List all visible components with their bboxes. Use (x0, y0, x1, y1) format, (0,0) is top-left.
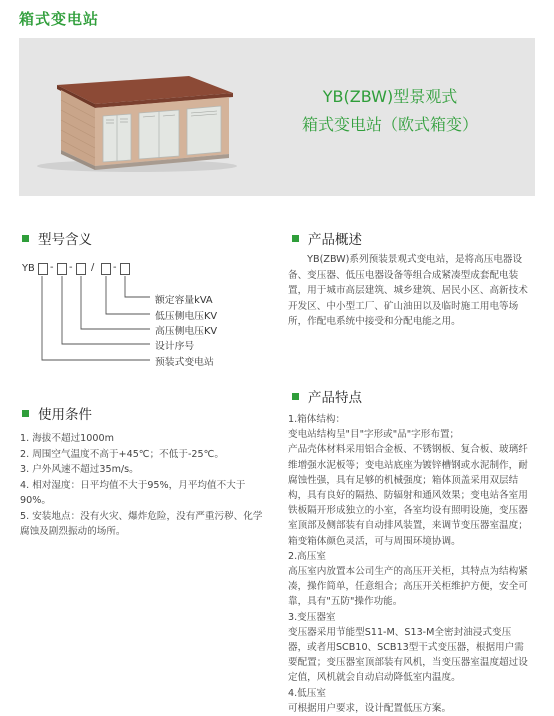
model-label-low-voltage: 低压侧电压KV (155, 311, 218, 322)
section-conditions-title: 使用条件 (38, 407, 92, 423)
features-text: 1.箱体结构： 变电站结构呈"目"字形或"品"字形布置； 产品壳体材料采用铝合金板、不锈钢板、复合板、玻璃纤 维增强水泥板等；变电站底座为镀锌槽钢或水泥制作，耐 腐蚀性强，具有足够的机械强度；箱体顶盖采用双层结 构，具有良好的隔热、防辐射和通风效果；变电站各室用 铁板隔开形成独立的小室，各室均设有照明设施，变压器 室顶部及侧部装有自动排风装置，来调节变压器室温度； 箱变箱体颜色灵活，可与周围环境协调。 2.高压室 高压室内放置本公司生产的高压开关柜，其特点为结构紧 凑，操作简单，任意组合；高压开关柜维护方便，安全可 靠，具有"五防"操作功能。 3.变压器室 变压器采用节能型S11-M、S13-M全密封油浸式变压 器，或者用SCB10、SCB13型干式变压器，根据用户需 要配置；变压器室顶部装有风机，当变压器室温度超过设 定值，风机就会自动启动降低室内温度。 4.低压室 可根据用户要求，设计配置低压方案。 (288, 414, 528, 714)
model-dash-2: - (69, 262, 73, 273)
model-label-prefab: 预装式变电站 (155, 357, 214, 368)
conditions-text: 1. 海拔不超过1000m 2. 周围空气温度不高于+45℃；不低于-25℃。 3. 户外风速不超过35m/s。 4. 相对湿度：日平均值不大于95%，月平均值不大于 90%。 5. 安装地点：没有火灾、爆炸危险，没有严重污秽、化学 腐蚀及剧烈振动的场所。 (20, 433, 263, 537)
model-slash: / (91, 262, 95, 273)
section-conditions-heading (22, 403, 92, 423)
model-dash-3: - (113, 262, 117, 273)
section-features-heading (292, 386, 362, 406)
square-bullet-icon (292, 393, 299, 400)
model-label-design-no: 设计序号 (155, 341, 195, 352)
section-overview-title: 产品概述 (308, 232, 362, 248)
model-label-high-voltage: 高压侧电压KV (155, 326, 218, 337)
model-label-capacity: 额定容量kVA (155, 295, 213, 306)
section-model-title: 型号含义 (38, 232, 92, 248)
square-bullet-icon (22, 410, 29, 417)
section-features-title: 产品特点 (308, 390, 362, 406)
hero-title-line1: YB(ZBW)型景观式 (322, 87, 458, 106)
hero-title-line2: 箱式变电站（欧式箱变） (301, 115, 478, 134)
hero-title (255, 83, 525, 139)
section-overview-heading (292, 228, 362, 248)
overview-text: YB(ZBW)系列预装景观式变电站，是将高压电器设 备、变压器、低压电器设备等组合成紧凑型成套配电装 置，用于城市高层建筑、城乡建筑、居民小区、高新技术 开发区、中小型工厂、矿山油田以及临时施工用电等场 所，作配电系统中接受和分配电能之用。 (288, 254, 528, 327)
square-bullet-icon (22, 235, 29, 242)
hero-banner (19, 38, 535, 196)
section-model-heading (22, 228, 92, 248)
square-bullet-icon (292, 235, 299, 242)
page-title: 箱式变电站 (19, 10, 100, 28)
substation-illustration (19, 38, 249, 196)
model-prefix: YB (22, 263, 35, 274)
model-dash-1: - (50, 262, 54, 273)
